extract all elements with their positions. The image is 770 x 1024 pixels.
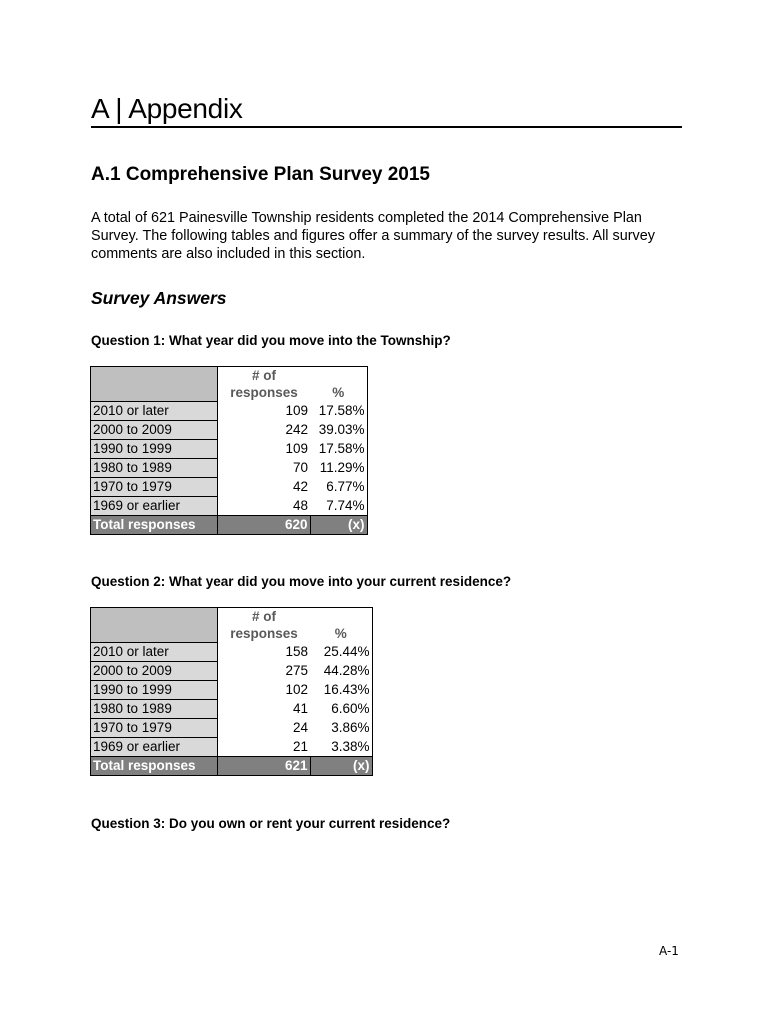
row-percent: 3.38% [310,737,372,756]
row-label: 1990 to 1999 [91,680,218,699]
header-corner-cell [91,367,218,402]
row-label: 1980 to 1989 [91,458,218,477]
row-responses: 41 [292,701,308,716]
question-2-text: Question 2: What year did you move into your current residence? [91,574,512,589]
table-row [91,642,373,661]
table-row [91,458,368,477]
row-label: 1969 or earlier [91,496,218,515]
question-2-table [90,607,373,776]
row-responses: 109 [285,403,308,418]
total-percent: (x) [310,756,372,775]
page-number: A-1 [659,944,679,958]
title-rule [91,126,682,128]
row-responses: 70 [292,460,308,475]
row-percent: 17.58% [310,439,367,458]
row-responses: 275 [285,663,308,678]
table-row [91,680,373,699]
question-3-text: Question 3: Do you own or rent your current residence? [91,816,451,831]
row-percent: 11.29% [310,458,367,477]
table-row [91,737,373,756]
table-row [91,661,373,680]
row-percent: 44.28% [310,661,372,680]
table-row [91,477,368,496]
row-percent: 6.60% [310,699,372,718]
row-percent: 7.74% [310,496,367,515]
row-percent: 17.58% [310,401,367,420]
row-label: 1970 to 1979 [91,477,218,496]
section-heading: A.1 Comprehensive Plan Survey 2015 [91,164,430,185]
header-percent: % [310,608,372,643]
total-responses: 620 [218,515,311,534]
table-row [91,718,373,737]
header-percent: % [310,367,367,402]
row-percent: 25.44% [310,642,372,661]
row-responses: 242 [285,422,308,437]
row-responses: 21 [292,738,308,754]
row-responses: 158 [285,644,308,659]
row-label: 2000 to 2009 [91,661,218,680]
row-responses: 42 [292,479,308,494]
row-responses: 102 [285,682,308,697]
total-responses: 621 [218,756,311,775]
row-label: 1969 or earlier [91,737,218,756]
total-row [91,515,368,534]
row-responses: 109 [285,441,308,456]
header-responses: # of responses [218,367,311,402]
table-header-row [91,608,373,643]
question-1-text: Question 1: What year did you move into the Township? [91,333,451,348]
header-responses: # of responses [218,608,311,643]
row-percent: 3.86% [310,718,372,737]
header-corner-cell [91,608,218,643]
total-label: Total responses [91,756,218,775]
table-row [91,401,368,420]
table-header-row [91,367,368,402]
row-label: 2000 to 2009 [91,420,218,439]
intro-paragraph: A total of 621 Painesville Township residents completed the 2014 Comprehensive Plan Survey. The following tables and figures offer a summary of the survey results. All survey comments are also included in this section. [91,210,655,262]
row-label: 1970 to 1979 [91,718,218,737]
table-row [91,439,368,458]
row-responses: 24 [292,720,308,735]
survey-answers-heading: Survey Answers [91,288,227,308]
row-percent: 39.03% [310,420,367,439]
row-label: 1980 to 1989 [91,699,218,718]
total-percent: (x) [310,515,367,534]
question-1-table [90,366,368,535]
row-percent: 16.43% [310,680,372,699]
row-label: 2010 or later [91,401,218,420]
row-responses: 48 [292,497,308,513]
appendix-title: A | Appendix [91,93,243,124]
table-row [91,496,368,515]
total-row [91,756,373,775]
table-row [91,420,368,439]
row-percent: 6.77% [310,477,367,496]
total-label: Total responses [91,515,218,534]
table-row [91,699,373,718]
row-label: 1990 to 1999 [91,439,218,458]
row-label: 2010 or later [91,642,218,661]
